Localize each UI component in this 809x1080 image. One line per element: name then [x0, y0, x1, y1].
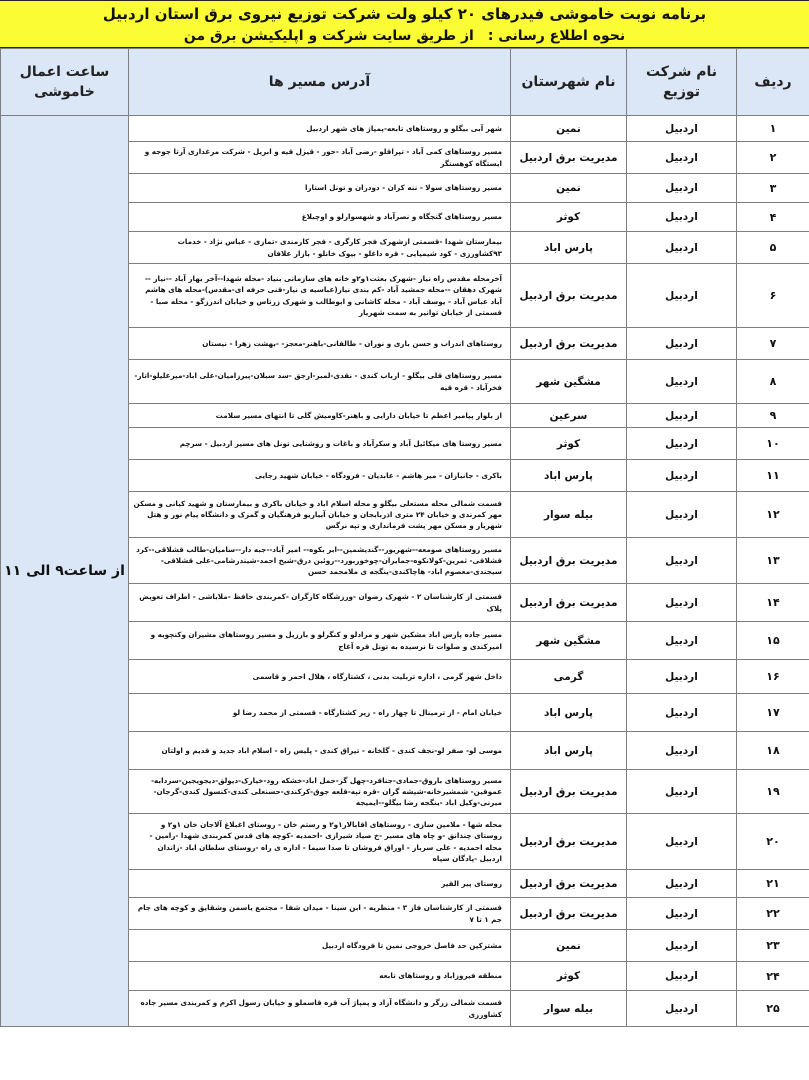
- row-number: ۹: [737, 404, 809, 428]
- county-cell: مدیریت برق اردبیل: [511, 898, 627, 930]
- distribution-company-cell: اردبیل: [627, 660, 737, 694]
- route-address-cell: قسمتی از کارشناسان فاز ۳ - منظریه - ابن سینا - میدان شفا - مجتمع یاسمن وشقایق و کوچه های جام جم ۱ تا ۷: [129, 898, 511, 930]
- row-number: ۱۳: [737, 538, 809, 584]
- row-number: ۵: [737, 232, 809, 264]
- distribution-company-cell: اردبیل: [627, 770, 737, 814]
- route-address-cell: مسیر جاده پارس اباد مشکین شهر و مرادلو و کنگرلو و بارزیل و مسیر روستاهای مشیران وکنچوبه و امیرکندی و صلوات تا نرسیده به تونل قره آغاج: [129, 622, 511, 660]
- route-address-cell: مشترکین حد فاصل خروجی نمین تا فرودگاه اردبیل: [129, 930, 511, 962]
- row-number: ۳: [737, 174, 809, 203]
- route-address-cell: قسمت شمالی محله مستعلی بیگلو و محله اسلام اباد و خیابان باکری و بیمارستان و شهید کیانی و مسکن مهر کمرندی و خیابان ۲۴ متری اذربایجان و خیابان آبیاریو فرهنگیان و گمرک و دانشگاه پیام نور و هتل شهریار و مسکن مهر پشت فرمانداری و تپه نرگس: [129, 492, 511, 538]
- notice-method-banner: [0, 25, 809, 48]
- distribution-company-cell: اردبیل: [627, 694, 737, 732]
- notice-method-label: نحوه اطلاع رسانی :: [487, 28, 626, 44]
- route-address-cell: روستای پیر القیر: [129, 870, 511, 898]
- county-cell: مدیریت برق اردبیل: [511, 264, 627, 328]
- route-address-cell: روستاهای اندراب و حسن باری و نوران - طالقانی-باهنر-معجز- -بهشت زهرا - نیستان: [129, 328, 511, 360]
- distribution-company-cell: اردبیل: [627, 538, 737, 584]
- route-address-cell: مسیر روستاهای کمی آباد - تپراقلو -رضی آباد -حور - قیزل قیه و ابریل - شرکت مرغداری آرتا جوجه و ایستگاه کوهستگر: [129, 142, 511, 174]
- row-number: ۱۴: [737, 584, 809, 622]
- distribution-company-cell: اردبیل: [627, 232, 737, 264]
- county-cell: پارس اباد: [511, 732, 627, 770]
- county-cell: کوثر: [511, 962, 627, 991]
- distribution-company-cell: اردبیل: [627, 460, 737, 492]
- county-cell: مدیریت برق اردبیل: [511, 584, 627, 622]
- route-address-cell: بیمارستان شهدا -قسمتی ازشهرک فجر کارگری - فجر کارمندی -تمازی - عباس نژاد - خدمات ۹۳کشاورزی - کود شیمیایی - قره داغلو - بیوک خانلو - بازار علافان: [129, 232, 511, 264]
- route-address-cell: مسیر روستاهای صومعه--شهریور--گندیشمین--ابر بکوه-- امیر آباد--جبه دار--سامیان-طالب قشلاقی--کرد قشلاقی- ثمرین-کولانکوه-جمایران-چوخوربورد--روئین درق-شیخ احمد-شیندرشامی-علی قشلاقی-سیجندی-معصوم اباد- هاچاکندی-ینگجه ی ملامحمد حسن: [129, 538, 511, 584]
- county-cell: مدیریت برق اردبیل: [511, 770, 627, 814]
- table-header-row: [1, 49, 809, 116]
- row-number: ۱۷: [737, 694, 809, 732]
- route-address-cell: قسمتی از کارشناسان ۲ - شهرک رضوان -ورزشگاه کارگران -کمربندی حافظ -ملاباشی - اطراف تعویض پلاک: [129, 584, 511, 622]
- distribution-company-cell: اردبیل: [627, 898, 737, 930]
- route-address-cell: باکری - جانبازان - میر هاشم - عابدیان - فرودگاه - خیابان شهید رجایی: [129, 460, 511, 492]
- distribution-company-cell: اردبیل: [627, 991, 737, 1027]
- route-address-cell: موسی لو- صفر لو-نجف کندی - گلخانه - تیراق کندی - پلیس راه - اسلام اباد جدید و قدیم و اولتان: [129, 732, 511, 770]
- county-cell: مدیریت برق اردبیل: [511, 142, 627, 174]
- county-cell: مدیریت برق اردبیل: [511, 870, 627, 898]
- route-address-cell: از بلوار پیامبر اعظم تا خیابان دارایی و باهنر-کاومیش گلی تا انتهای مسیر سلامت: [129, 404, 511, 428]
- row-number: ۲۲: [737, 898, 809, 930]
- distribution-company-cell: اردبیل: [627, 142, 737, 174]
- row-number: ۱۶: [737, 660, 809, 694]
- route-address-cell: قسمت شمالی زرگر و دانشگاه آزاد و پمپاژ آب قره قاسملو و خیابان رسول اکرم و کمربندی مسیر جاده کشاورزی: [129, 991, 511, 1027]
- header-routes: آدرس مسیر ها: [129, 49, 511, 116]
- county-cell: بیله سوار: [511, 492, 627, 538]
- route-address-cell: محله شها - ملامین سازی - روستاهای اقابالار۱و۲ و رستم خان - روستای اغبلاغ آلاجان خان ۱و۲ و روستای چنذانق -و چاه های مسیر -خ صیاد شیرازی -احمدیه -کوچه های قدس کمربندی شهدا -رامین - محله احمدیه - علی سرباز - اوراق فروشان تا صدا سیما - اداره ی راه -روستای سلطان اباد -زاندان اردبیل -پادگان سپاه: [129, 814, 511, 870]
- county-cell: مدیریت برق اردبیل: [511, 328, 627, 360]
- row-number: ۱۲: [737, 492, 809, 538]
- distribution-company-cell: اردبیل: [627, 328, 737, 360]
- table-body: [1, 116, 809, 1027]
- county-cell: نمین: [511, 116, 627, 142]
- row-number: ۷: [737, 328, 809, 360]
- county-cell: پارس اباد: [511, 694, 627, 732]
- row-number: ۲۳: [737, 930, 809, 962]
- notice-method-value: از طریق سایت شرکت و اپلیکیشن برق من: [183, 28, 474, 44]
- row-number: ۲۵: [737, 991, 809, 1027]
- county-cell: گرمی: [511, 660, 627, 694]
- header-distribution-company: نام شرکت توزیع: [627, 49, 737, 116]
- distribution-company-cell: اردبیل: [627, 732, 737, 770]
- route-address-cell: آخرمحله مقدس راه نیار -شهرک بعثت۱و۲و خانه های سازمانی بنیاد -محله شهدا--آخر بهار آباد --نیار --شهرک دهقان --محله جمشید آباد -کم بندی نیار(عباسیه ی نیار-قنی حرفه ای-مقدس)-محله های هاشم آباد عباس آباد - یوسف آباد - محله کاشانی و ابوطالب و شهرک زرتاس و خیابان اندرزگو - محله صبا - قسمتی از خیابان توانیر به سمت شهریار: [129, 264, 511, 328]
- row-number: ۱۰: [737, 428, 809, 460]
- row-number: ۴: [737, 203, 809, 232]
- distribution-company-cell: اردبیل: [627, 264, 737, 328]
- row-number: ۶: [737, 264, 809, 328]
- row-number: ۱۵: [737, 622, 809, 660]
- county-cell: پارس اباد: [511, 232, 627, 264]
- distribution-company-cell: اردبیل: [627, 622, 737, 660]
- route-address-cell: داخل شهر گرمی ، اداره تربلیت بدنی ، کشتارگاه ، هلال احمر و قاسمی: [129, 660, 511, 694]
- row-number: ۱: [737, 116, 809, 142]
- distribution-company-cell: اردبیل: [627, 962, 737, 991]
- page-title: برنامه نوبت خاموشی فیدرهای ۲۰ کیلو ولت شرکت توزیع نیروی برق استان اردبیل: [0, 0, 809, 27]
- row-number: ۲۱: [737, 870, 809, 898]
- county-cell: مدیریت برق اردبیل: [511, 538, 627, 584]
- row-number: ۲: [737, 142, 809, 174]
- route-address-cell: شهر آبی بیگلو و روستاهای تابعه-پمپاژ های شهر اردبیل: [129, 116, 511, 142]
- distribution-company-cell: اردبیل: [627, 930, 737, 962]
- county-cell: مشگین شهر: [511, 622, 627, 660]
- distribution-company-cell: اردبیل: [627, 870, 737, 898]
- distribution-company-cell: اردبیل: [627, 428, 737, 460]
- row-number: ۲۰: [737, 814, 809, 870]
- county-cell: مشگین شهر: [511, 360, 627, 404]
- header-outage-hours: ساعت اعمال خاموشی: [1, 49, 129, 116]
- county-cell: نمین: [511, 930, 627, 962]
- distribution-company-cell: اردبیل: [627, 174, 737, 203]
- county-cell: کوثر: [511, 428, 627, 460]
- route-address-cell: مسیر روستاهای سولا - ننه کران - دودران و تونل استارا: [129, 174, 511, 203]
- route-address-cell: مسیر روستا های میکائیل آباد و سکرآباد و باغات و روشنایی تونل های مسیر اردبیل - سرچم: [129, 428, 511, 460]
- row-number: ۱۸: [737, 732, 809, 770]
- route-address-cell: خیابان امام - از ترمینال تا چهار راه - زیر کشتارگاه - قسمتی از محمد رضا لو: [129, 694, 511, 732]
- table-row: [1, 116, 809, 142]
- row-number: ۸: [737, 360, 809, 404]
- route-address-cell: منطقه فیروزاباد و روستاهای تابعه: [129, 962, 511, 991]
- row-number: ۱۱: [737, 460, 809, 492]
- distribution-company-cell: اردبیل: [627, 203, 737, 232]
- county-cell: کوثر: [511, 203, 627, 232]
- outage-hours-cell: از ساعت۹ الی ۱۱: [1, 116, 129, 1027]
- row-number: ۱۹: [737, 770, 809, 814]
- route-address-cell: مسیر روستاهای گنجگاه و نصرآباد و شهسوارلو و اوچبلاغ: [129, 203, 511, 232]
- county-cell: مدیریت برق اردبیل: [511, 814, 627, 870]
- distribution-company-cell: اردبیل: [627, 584, 737, 622]
- county-cell: نمین: [511, 174, 627, 203]
- distribution-company-cell: اردبیل: [627, 404, 737, 428]
- county-cell: بیله سوار: [511, 991, 627, 1027]
- distribution-company-cell: اردبیل: [627, 116, 737, 142]
- row-number: ۲۴: [737, 962, 809, 991]
- route-address-cell: مسیر روستاهای باروق-جمادی-جناقرد-چهل گز-حمل اباد-خشکه رود-خیارک-دیولق-دیجویجین-سردابه-عموقین- شمشیرخانه-شیشه گران -قره تپه-قلعه جوق-کرکندی-حسنعلی کندی-کنسول کندی-گرجان-میرنی-وکیل اباد -ینگجه رضا بیگلو--ایمیجه: [129, 770, 511, 814]
- distribution-company-cell: اردبیل: [627, 360, 737, 404]
- header-county: نام شهرستان: [511, 49, 627, 116]
- outage-table: [0, 48, 809, 1027]
- distribution-company-cell: اردبیل: [627, 814, 737, 870]
- county-cell: سرعین: [511, 404, 627, 428]
- distribution-company-cell: اردبیل: [627, 492, 737, 538]
- county-cell: پارس اباد: [511, 460, 627, 492]
- header-row-number: ردیف: [737, 49, 809, 116]
- route-address-cell: مسیر روستاهای قلی بیگلو - ارباب کندی - نقدی-لمبر-ارجق -سد سبلان-پیرزامیان-علی اباد-میرعلیلو-اتار- فخرآباد - قره قیه: [129, 360, 511, 404]
